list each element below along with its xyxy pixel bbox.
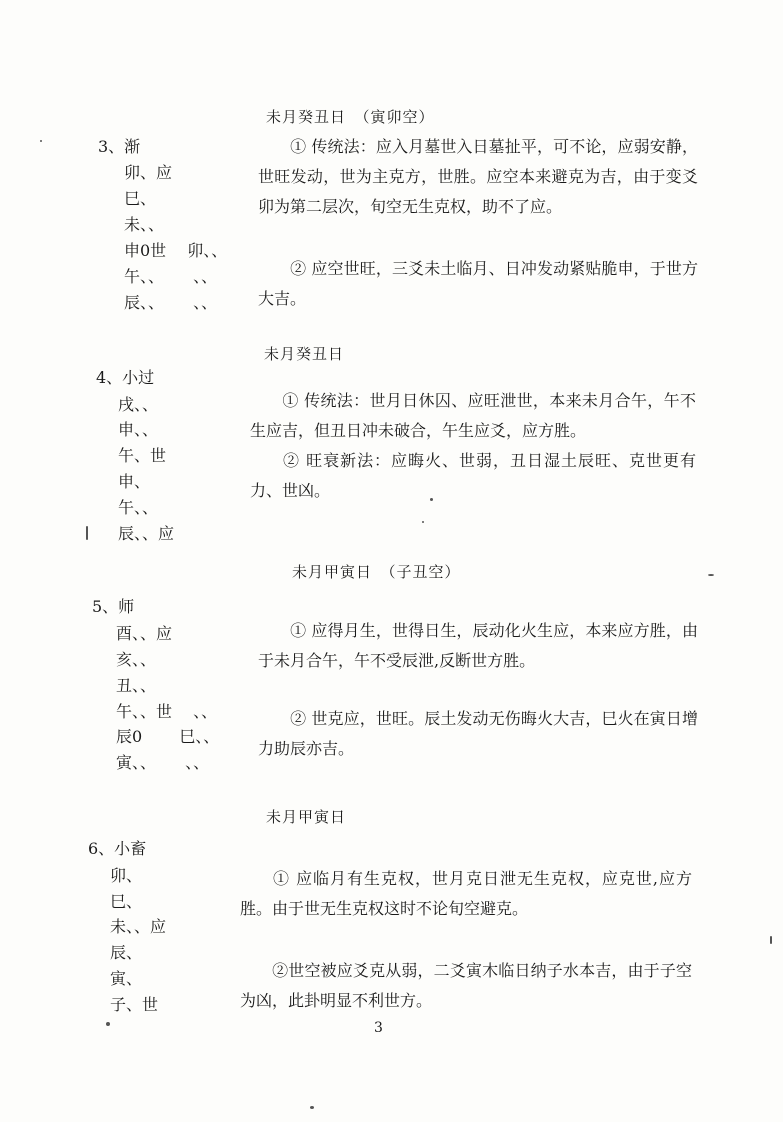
- section-6-line-2: 巳、: [110, 892, 143, 911]
- section-4-paragraph-2-text: ② 旺衰新法：应晦火、世弱，丑日湿土辰旺、克世更有力、世凶。: [250, 451, 696, 500]
- section-3-line-1: 卯、应: [124, 163, 173, 182]
- scan-speck: [770, 936, 772, 944]
- scan-speck: [708, 574, 714, 576]
- section-3-line-2: 巳、: [124, 189, 157, 208]
- section-5-line-6: 寅、、 、、: [116, 753, 210, 772]
- section-4-paragraph-1-text: ① 传统法：世月日休囚、应旺泄世，本来未月合午，午不生应吉，但丑日冲未破合，午生应爻，应方胜。: [250, 391, 696, 440]
- section-4-line-5: 午、、: [118, 498, 159, 517]
- scan-speck: [106, 1022, 110, 1026]
- section-4-line-4: 申、: [118, 472, 151, 491]
- section-6-header: 未月甲寅日: [266, 808, 347, 826]
- section-6-hexagram-name: 6、小畜: [88, 839, 147, 858]
- section-4-line-3: 午、世: [118, 446, 167, 465]
- section-5-line-3: 丑、、: [116, 676, 157, 695]
- section-5-line-5: 辰0 巳、、: [116, 727, 220, 746]
- section-6-paragraph-1-text: ① 应临月有生克权，世月克日泄无生克权，应克世,应方胜。由于世无生克权这时不论旬空避克。: [240, 869, 692, 918]
- section-5-paragraph-2: [258, 704, 698, 764]
- page-number: 3: [374, 1020, 383, 1036]
- section-3-paragraph-1: [258, 132, 698, 222]
- section-5-line-4: 午、、世 、、: [116, 702, 218, 721]
- section-4-header: 未月癸丑日: [264, 345, 345, 363]
- section-4-paragraph-2: [250, 446, 696, 506]
- section-5-hexagram-name: 5、师: [92, 597, 135, 616]
- section-5-paragraph-1: [258, 616, 698, 676]
- section-3-line-4: 申0世 卯、、: [124, 241, 228, 260]
- section-4-line-2: 申、、: [118, 420, 159, 439]
- section-6-line-1: 卯、: [110, 866, 143, 885]
- section-6-line-6: 子、世: [110, 995, 159, 1014]
- section-3-line-5: 午、、 、、: [124, 267, 218, 286]
- section-6-line-5: 寅、: [110, 969, 143, 988]
- scan-speck: [310, 1106, 314, 1109]
- section-6-line-3: 未、、应: [110, 917, 167, 936]
- section-3-paragraph-2-text: ② 应空世旺，三爻未土临月、日冲发动紧贴脆申，于世方大吉。: [258, 259, 698, 308]
- section-4-line-1: 戌、、: [118, 395, 159, 414]
- section-4-paragraph-1: [250, 386, 696, 446]
- scan-speck: [422, 521, 424, 523]
- scan-speck: [40, 140, 42, 142]
- section-3-hexagram-name: 3、渐: [98, 137, 141, 156]
- section-6-paragraph-2: [240, 956, 692, 1016]
- section-6-paragraph-2-text: ②世空被应爻克从弱，二爻寅木临日纳子水本吉，由于子空为凶，此卦明显不利世方。: [240, 961, 692, 1010]
- section-3-paragraph-2: [258, 254, 698, 314]
- section-5-header: 未月甲寅日 （子丑空）: [292, 563, 461, 581]
- section-6-paragraph-1: [240, 864, 692, 924]
- section-5-paragraph-1-text: ① 应得月生，世得日生，辰动化火生应，本来应方胜，由于未月合午，午不受辰泄,反断世方胜。: [258, 621, 698, 670]
- section-3-header: 未月癸丑日 （寅卯空）: [266, 108, 435, 126]
- section-3-line-3: 未、、: [124, 215, 165, 234]
- section-5-line-2: 亥、、: [116, 650, 157, 669]
- section-5-line-1: 酉、、应: [116, 624, 173, 643]
- section-6-line-4: 辰、: [110, 943, 143, 962]
- section-4-hexagram-name: 4、小过: [96, 368, 155, 387]
- section-3-line-6: 辰、、 、、: [124, 293, 218, 312]
- section-5-paragraph-2-text: ② 世克应，世旺。辰土发动无伤晦火大吉，巳火在寅日增力助辰亦吉。: [258, 709, 698, 758]
- scan-speck: [86, 526, 88, 540]
- scan-speck: [430, 498, 433, 501]
- section-4-line-6: 辰、、应: [118, 524, 175, 543]
- section-3-paragraph-1-text: ① 传统法：应入月墓世入日墓扯平，可不论，应弱安静，世旺发动，世为主克方，世胜。应空本来避克为吉，由于变爻卯为第二层次，旬空无生克权，助不了应。: [258, 137, 698, 216]
